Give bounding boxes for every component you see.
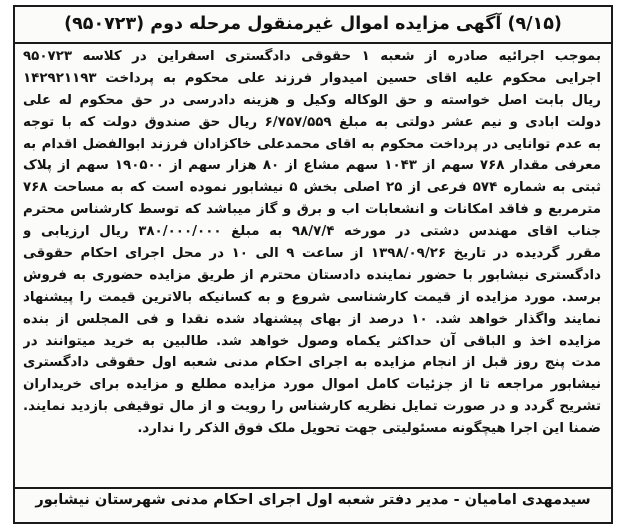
notice-body [23,46,601,484]
body-line: مقرر گردیده در تاریخ ۱۳۹۸/۰۹/۲۶ از ساعت ۹ الی ۱۰ در محل اجرای احکام حقوقی [23,246,601,262]
body-line: مدت پنج روز قبل از انجام مزایده به اجرای احکام مدنی شعبه اول حقوقی دادگستری [23,355,601,371]
body-line: بموجب اجرائیه صادره از شعبه ۱ حقوقی دادگستری اسفراین در کلاسه ۹۵۰۷۲۳ [23,49,601,64]
body-line: اجرایی محکوم علیه اقای حسین امیدوار فرزند علی محکوم به پرداخت ۱۴۲۹۲۱۱۹۳ [23,70,601,86]
body-line: معرفی مقدار ۷۶۸ سهم از ۱۰۴۳ سهم مشاع از ۸۰ هزار سهم از ۱۹۰۵۰۰ سهم از پلاک [23,158,601,174]
body-line: دولت ابادی و نیم عشر دولتی به مبلغ ۶/۷۵۷/۵۵۹ ریال حق صندوق دولت که با توجه [23,114,601,130]
legal-notice [13,5,613,524]
body-line: مزایده اخذ و الباقی آن حداکثر یکماه وصول خواهد شد. طالبین به خرید میتوانند در [23,333,601,349]
body-line: ثبتی به شماره ۵۷۴ فرعی از ۲۵ اصلی بخش ۵ نیشابور نموده است که به مساحت ۷۶۸ [23,180,601,196]
body-line: به عدم توانایی در پرداخت محکوم به اقای محمدعلی خاکزادان فرزند ابوالفضل اقدام به [23,136,601,152]
body-line: نیشابور مراجعه تا از جزئیات کامل اموال مورد مزایده مطلع و مزایده برای خریداران [23,377,601,393]
body-line: جناب اقای مهندس دشتی در مورخه ۹۸/۷/۴ به مبلغ ۳۸۰/۰۰۰/۰۰۰ ریال ارزیابی و [23,224,601,240]
body-line: ریال بابت اصل خواسته و حق الوکاله وکیل و هزینه دادرسی در حق محکوم له علی [23,92,601,108]
body-line: تشریح گردد و در صورت تمایل نظریه کارشناس را رویت و از مال توقیفی بازدید نمایند. [23,399,601,415]
body-line: ضمنا این اجرا هیچگونه مسئولیتی جهت تحویل ملک فوق الذکر را ندارد. [137,421,601,437]
title-divider [15,42,611,44]
body-line: دادگستری نیشابور با حضور نماینده دادستان محترم از طریق مزایده حضوری به فروش [23,267,601,283]
body-line: نمایند واگذار خواهد شد. ۱۰ درصد از بهای پیشنهاد شده نقدا و فی المجلس از بنده [23,311,601,327]
body-line: مترمربع و فاقد امکانات و انشعابات اب و برق و گاز میباشد که توسط کارشناس محترم [23,202,601,218]
signature-divider [15,487,611,489]
signature-line: سیدمهدی امامیان - مدیر دفتر شعبه اول اجرای احکام مدنی شهرستان نیشابور [35,492,591,508]
body-line: برسد. مورد مزایده از قیمت کارشناسی شروع و به کسانیکه بالاترین قیمت را پیشنهاد [23,289,601,305]
notice-title: (۹/۱۵) آگهی مزایده اموال غیرمنقول مرحله دوم (۹۵۰۷۲۳) [64,14,562,34]
